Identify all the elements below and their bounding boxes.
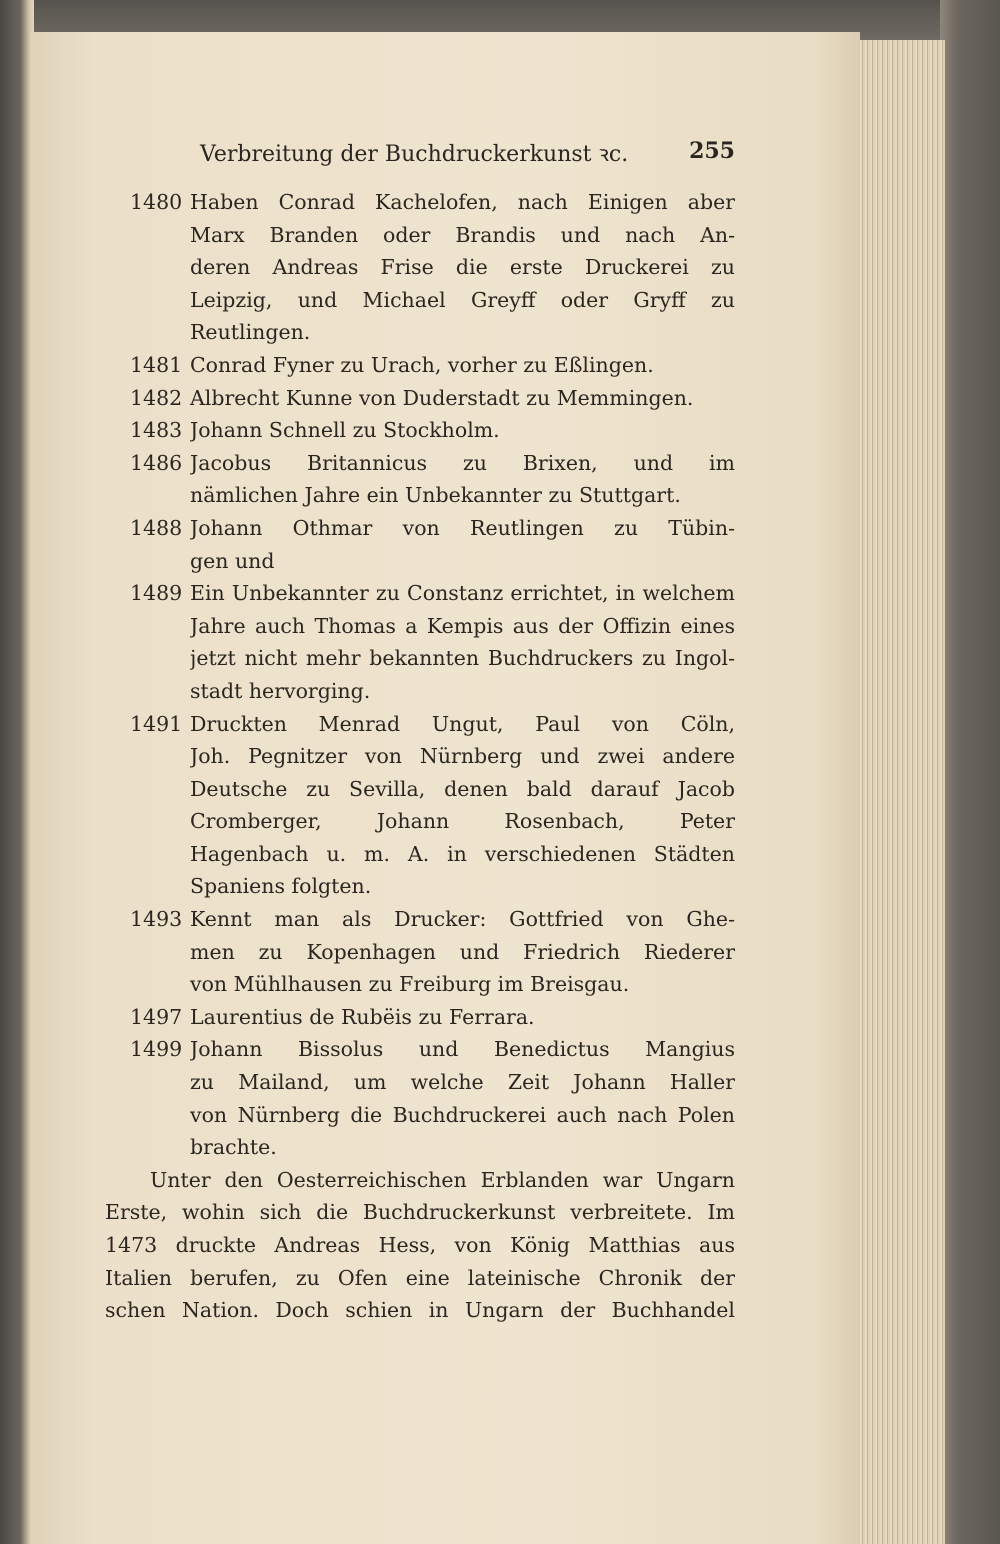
- paragraph-text: schen Nation. Doch schien in Ungarn der Buchhandel: [105, 1298, 735, 1323]
- entry-line: [100, 870, 735, 903]
- entry-line: [100, 675, 735, 708]
- paragraph-line: [100, 1196, 735, 1229]
- left-page-edge: [0, 0, 34, 1544]
- entry-text: Cromberger, Johann Rosenbach, Peter: [190, 809, 735, 834]
- entry-line: [100, 805, 735, 838]
- entry-line: [100, 349, 735, 382]
- entry-text: Leipzig, und Michael Greyff oder Gryff zu: [190, 287, 735, 312]
- entry-text: Jacobus Britannicus zu Brixen, und im: [190, 450, 735, 475]
- entry-line: [100, 610, 735, 643]
- entry-line: [100, 903, 735, 936]
- entry-text: nämlichen Jahre ein Unbekannter zu Stuttgart.: [190, 483, 681, 508]
- paragraph-text: Italien berufen, zu Ofen eine lateinische Chronik der: [105, 1265, 735, 1290]
- entry-year: 1483: [130, 418, 183, 443]
- entry-text: Jahre auch Thomas a Kempis aus der Offizin eines: [190, 613, 735, 638]
- entry-line: [100, 936, 735, 969]
- entry-text: Deutsche zu Sevilla, denen bald darauf Jacob: [190, 776, 735, 801]
- running-title: Verbreitung der Buchdruckerkunst ꝛc.: [200, 142, 629, 167]
- entry-line: [100, 968, 735, 1001]
- entry-text: Albrecht Kunne von Duderstadt zu Memmingen.: [190, 385, 694, 410]
- entry-line: [100, 577, 735, 610]
- page-number: 255: [689, 138, 735, 164]
- entry-text: zu Mailand, um welche Zeit Johann Haller: [190, 1070, 735, 1095]
- entry-line: [100, 773, 735, 806]
- book-cover-right: [940, 0, 1000, 1544]
- entry-line: [100, 1001, 735, 1034]
- paragraph-line: [100, 1229, 735, 1262]
- running-header: [200, 138, 735, 172]
- entry-year: 1488: [130, 515, 183, 540]
- entry-year: 1499: [130, 1037, 183, 1062]
- entry-line: [100, 382, 735, 415]
- entry-text: Druckten Menrad Ungut, Paul von Cöln,: [190, 711, 735, 736]
- entry-text: Joh. Pegnitzer von Nürnberg und zwei andere: [190, 744, 735, 769]
- entry-text: jetzt nicht mehr bekannten Buchdruckers zu Ingol-: [190, 646, 735, 671]
- entry-text: Haben Conrad Kachelofen, nach Einigen aber: [190, 190, 735, 214]
- entry-line: [100, 642, 735, 675]
- entry-line: [100, 740, 735, 773]
- entry-text: stadt hervorging.: [190, 678, 371, 703]
- entry-text: gen und: [190, 548, 275, 573]
- entry-line: [100, 251, 735, 284]
- entry-year: 1493: [130, 907, 183, 932]
- entry-line: [100, 186, 735, 219]
- entry-text: Johann Othmar von Reutlingen zu Tübin-: [190, 515, 735, 540]
- entry-line: [100, 512, 735, 545]
- entry-line: [100, 708, 735, 741]
- entry-text: Johann Bissolus und Benedictus Mangius: [190, 1037, 735, 1062]
- paragraph-line: [100, 1294, 735, 1327]
- paragraph-text: Unter den Oesterreichischen Erblanden war Ungarn: [150, 1167, 735, 1192]
- entry-text: Marx Branden oder Brandis und nach An-: [190, 222, 735, 247]
- entry-text: deren Andreas Frise die erste Druckerei zu: [190, 255, 735, 280]
- entry-year: 1482: [130, 385, 183, 410]
- entry-text: Laurentius de Rubëis zu Ferrara.: [190, 1004, 535, 1029]
- entry-line: [100, 219, 735, 252]
- entry-text: Johann Schnell zu Stockholm.: [190, 418, 500, 443]
- entry-line: [100, 545, 735, 578]
- entry-text: Conrad Fyner zu Urach, vorher zu Eßlingen.: [190, 352, 654, 377]
- entry-line: [100, 1099, 735, 1132]
- entry-text: Kennt man als Drucker: Gottfried von Ghe-: [190, 907, 735, 932]
- entry-year: 1481: [130, 352, 183, 377]
- entry-text: von Mühlhausen zu Freiburg im Breisgau.: [190, 972, 630, 997]
- entry-line: [100, 838, 735, 871]
- entry-text: Ein Unbekannter zu Constanz errichtet, in welchem: [190, 581, 735, 606]
- entry-text: Reutlingen.: [190, 320, 311, 345]
- entry-line: [100, 284, 735, 317]
- entry-line: [100, 316, 735, 349]
- entry-text: Hagenbach u. m. A. in verschiedenen Städten: [190, 841, 735, 866]
- entry-year: 1480: [130, 190, 183, 214]
- entry-text: men zu Kopenhagen und Friedrich Riederer: [190, 939, 735, 964]
- entry-text: brachte.: [190, 1135, 277, 1160]
- entry-year: 1497: [130, 1004, 183, 1029]
- page-body: [100, 186, 735, 1327]
- entry-line: [100, 479, 735, 512]
- paragraph-text: 1473 druckte Andreas Hess, von König Matthias aus: [105, 1233, 735, 1257]
- paragraph-line: [100, 1164, 735, 1197]
- paragraph-line: [100, 1262, 735, 1295]
- entry-line: [100, 1131, 735, 1164]
- entry-line: [100, 1033, 735, 1066]
- entry-year: 1489: [130, 581, 183, 606]
- entry-line: [100, 1066, 735, 1099]
- entry-line: [100, 414, 735, 447]
- entry-text: von Nürnberg die Buchdruckerei auch nach Polen: [190, 1102, 735, 1127]
- entry-year: 1491: [130, 711, 183, 736]
- paragraph-text: Erste, wohin sich die Buchdruckerkunst verbreitete. Im: [105, 1200, 735, 1225]
- entry-year: 1486: [130, 450, 183, 475]
- entry-line: [100, 447, 735, 480]
- entry-text: Spaniens folgten.: [190, 874, 372, 899]
